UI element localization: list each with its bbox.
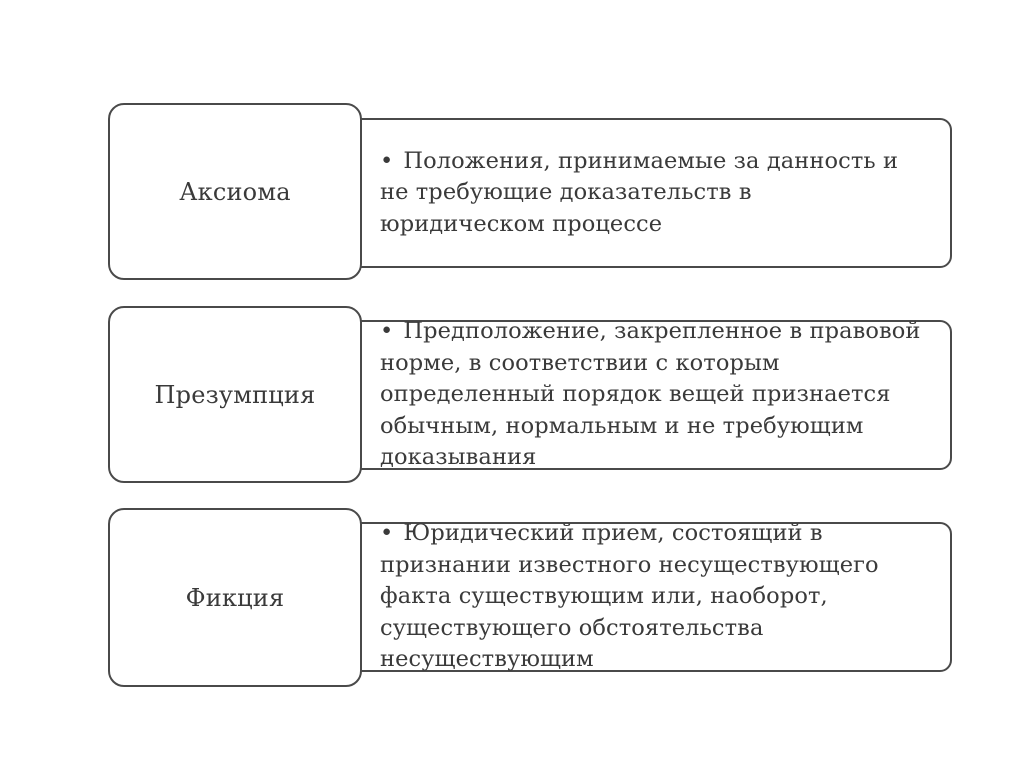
term-label-axiom: Аксиома xyxy=(179,177,291,206)
definition-box-fiction xyxy=(350,522,952,672)
term-label-fiction: Фикция xyxy=(185,583,285,612)
definition-text-axiom xyxy=(380,146,920,241)
bullet-marker: • xyxy=(380,520,394,547)
term-box-fiction xyxy=(108,508,362,687)
term-box-presumption xyxy=(108,306,362,483)
definition-box-presumption xyxy=(350,320,952,470)
definition-presumption: Предположение, закрепленное в правовой норме, в соответствии с которым определенный порядок вещей признается обычным, нормальным и не требующим доказывания xyxy=(380,318,921,471)
definition-box-axiom xyxy=(350,118,952,268)
definition-text-fiction xyxy=(380,518,936,676)
definition-fiction: Юридический прием, состоящий в признании известного несуществующего факта существующим или, наоборот, существующего обстоятельства несуществующим xyxy=(380,520,879,673)
definition-axiom: Положения, принимаемые за данность и не требующие доказательств в юридическом процессе xyxy=(380,147,899,237)
bullet-marker: • xyxy=(380,318,394,345)
definition-text-presumption xyxy=(380,316,936,474)
bullet-marker: • xyxy=(380,147,394,174)
term-label-presumption: Презумпция xyxy=(154,380,316,409)
term-box-axiom xyxy=(108,103,362,280)
